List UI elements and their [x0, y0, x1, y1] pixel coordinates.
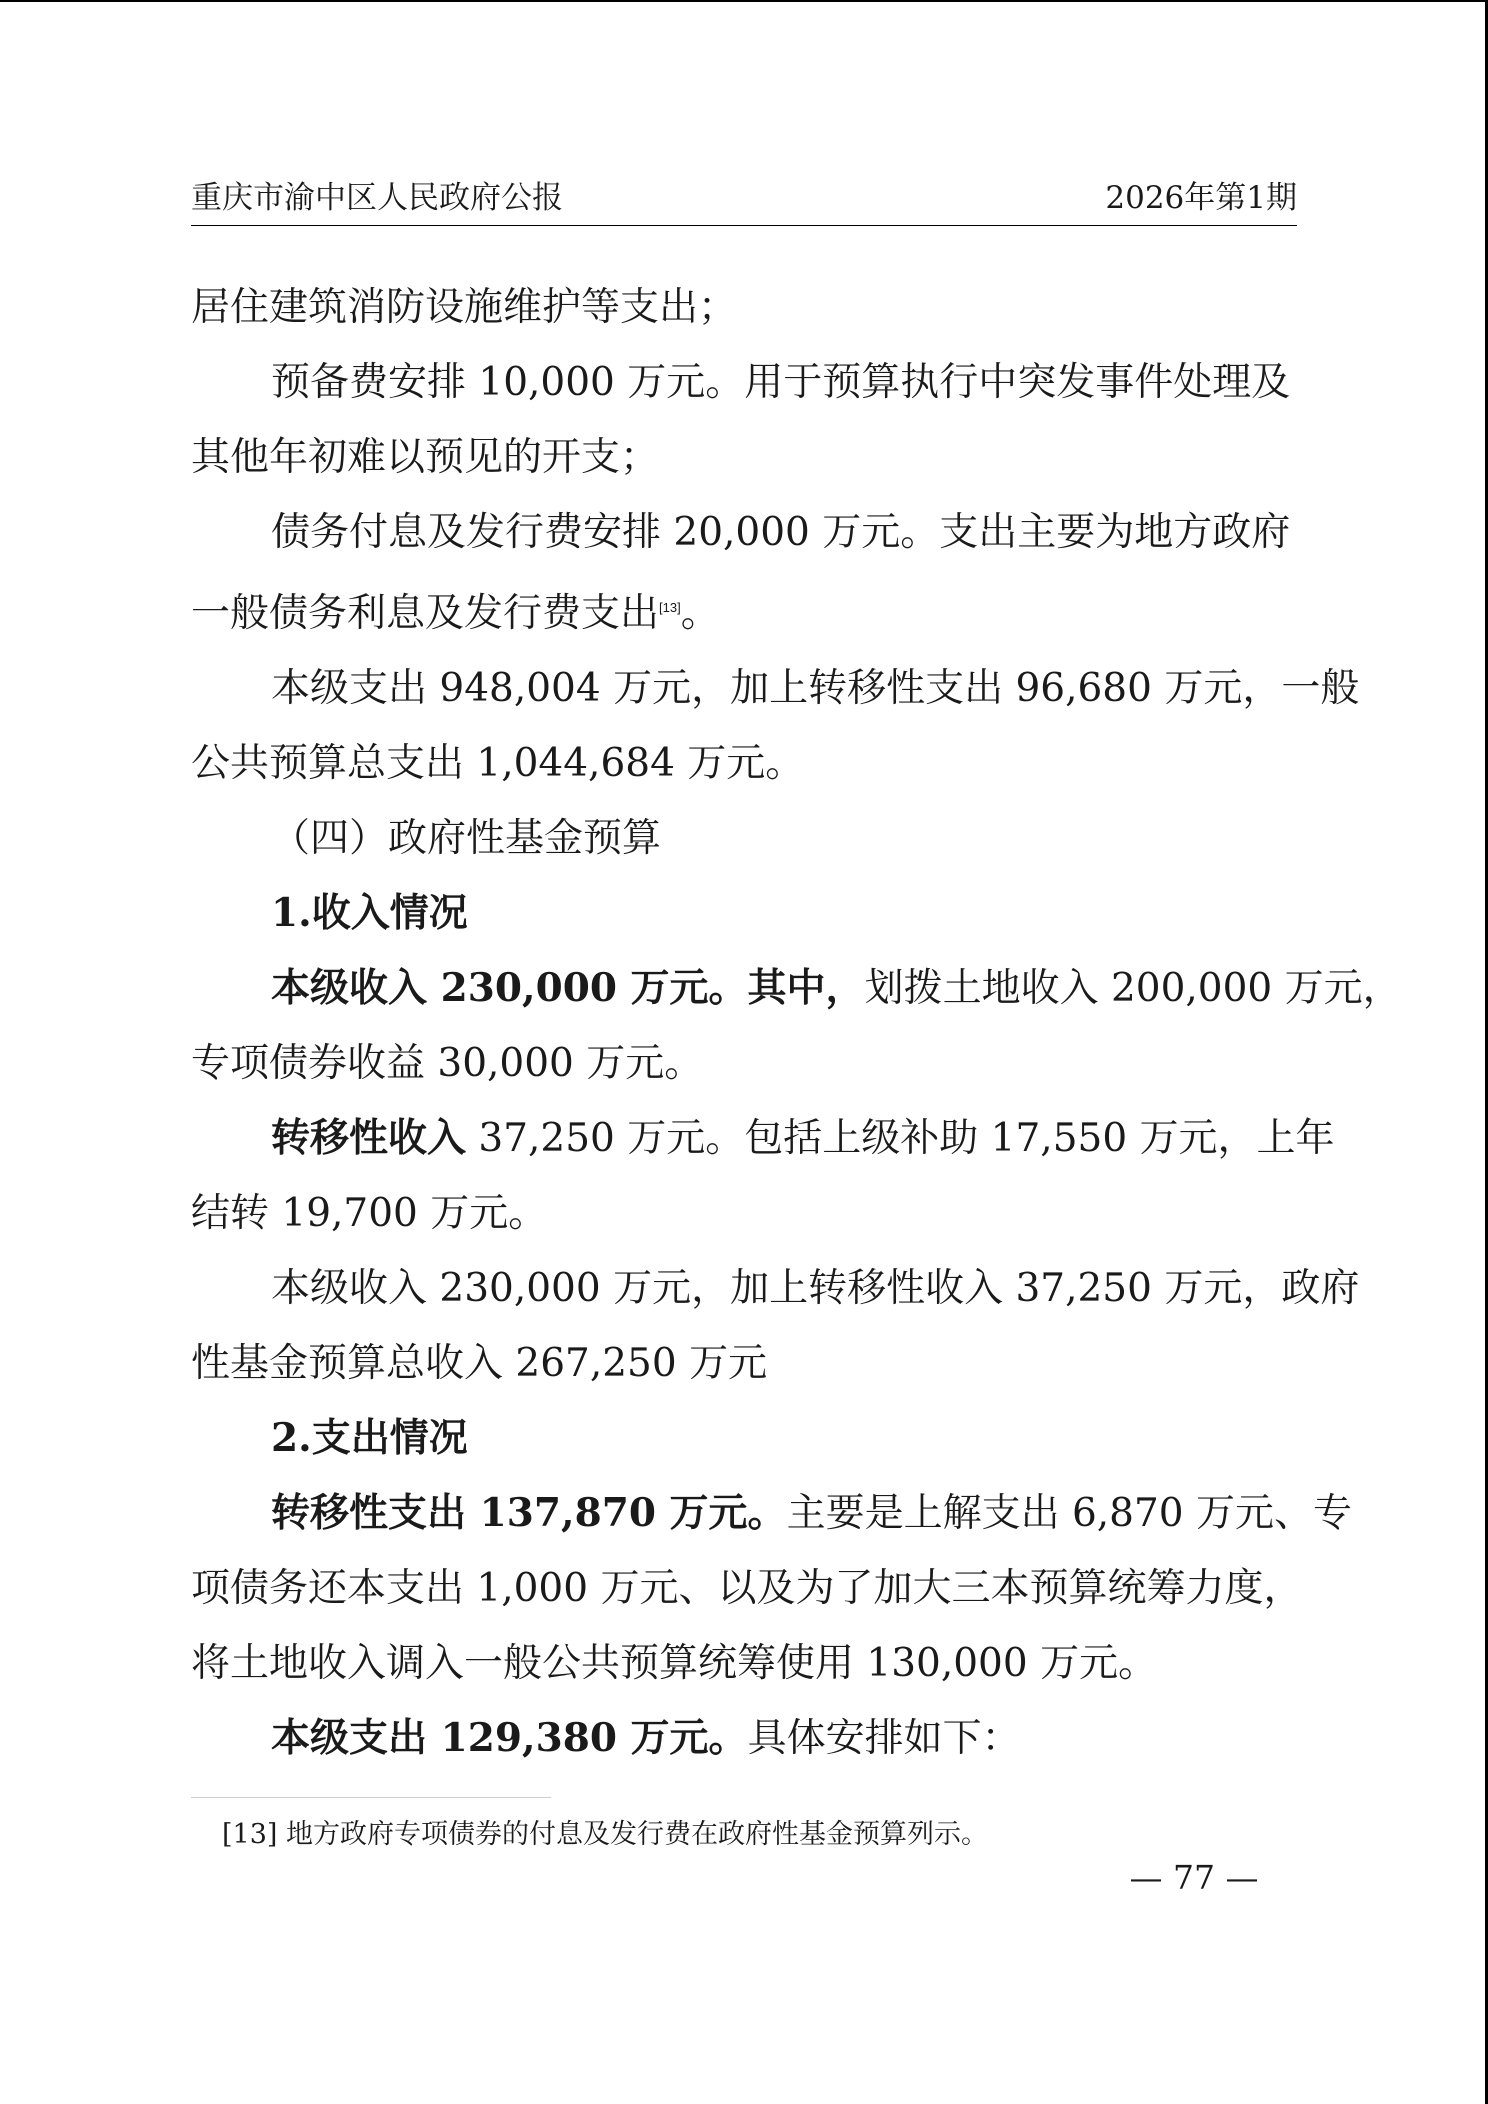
footnote-reference: [13] — [659, 600, 681, 615]
paragraph-line — [191, 1101, 1335, 1176]
paragraph-text: 一般债务利息及发行费支出 — [191, 591, 660, 636]
bold-lead: 本级收入 230,000 万元。其中， — [271, 965, 865, 1011]
paragraph-line: 将土地收入调入一般公共预算统筹使用 130,000 万元。 — [191, 1641, 1158, 1686]
paragraph-line — [191, 1476, 1353, 1551]
header-divider — [191, 225, 1297, 226]
header-title: 重庆市渝中区人民政府公报 — [191, 180, 563, 216]
paragraph-line — [191, 951, 1402, 1026]
paragraph-text: 主要是上解支出 6,870 万元、专 — [786, 1491, 1353, 1536]
paragraph-line — [191, 570, 1297, 651]
paragraph-line: 居住建筑消防设施维护等支出； — [191, 285, 738, 330]
bold-lead: 转移性收入 — [271, 1115, 467, 1161]
header-issue: 2026年第1期 — [1105, 180, 1297, 216]
footnote-divider — [191, 1797, 551, 1798]
paragraph-text: 划拨土地收入 200,000 万元， — [864, 966, 1402, 1011]
bold-lead: 转移性支出 137,870 万元。 — [271, 1490, 787, 1536]
paragraph-line: 专项债券收益 30,000 万元。 — [191, 1041, 704, 1086]
footnote: [13] 地方政府专项债券的付息及发行费在政府性基金预算列示。 — [222, 1819, 989, 1850]
subsection-heading: 2.支出情况 — [271, 1415, 468, 1461]
paragraph-line: 预备费安排 10,000 万元。用于预算执行中突发事件处理及 — [271, 360, 1291, 405]
paragraph-text: 具体安排如下： — [747, 1716, 1021, 1761]
paragraph-line: 结转 19,700 万元。 — [191, 1191, 548, 1236]
paragraph-text: 。 — [680, 591, 720, 636]
paragraph-line: 其他年初难以预见的开支； — [191, 435, 660, 480]
paragraph-line: 性基金预算总收入 267,250 万元 — [191, 1341, 768, 1386]
paragraph-line: 项债务还本支出 1,000 万元、以及为了加大三本预算统筹力度， — [191, 1566, 1303, 1611]
paragraph-line: 债务付息及发行费安排 20,000 万元。支出主要为地方政府 — [271, 510, 1291, 555]
paragraph-line: 本级收入 230,000 万元，加上转移性收入 37,250 万元，政府 — [271, 1266, 1360, 1311]
paragraph-line — [191, 1701, 1297, 1776]
paragraph-text: 37,250 万元。包括上级补助 17,550 万元，上年 — [466, 1116, 1335, 1161]
bold-lead: 本级支出 129,380 万元。 — [271, 1715, 748, 1761]
paragraph-line: 本级支出 948,004 万元，加上转移性支出 96,680 万元，一般 — [271, 666, 1360, 711]
subsection-heading: 1.收入情况 — [271, 890, 468, 936]
page-number: — 77 — — [1129, 1858, 1259, 1897]
page-top-border — [0, 0, 1488, 2]
document-body — [191, 270, 1402, 1776]
section-heading: （四）政府性基金预算 — [271, 816, 662, 861]
page-header — [191, 178, 1297, 218]
paragraph-line: 公共预算总支出 1,044,684 万元。 — [191, 741, 805, 786]
